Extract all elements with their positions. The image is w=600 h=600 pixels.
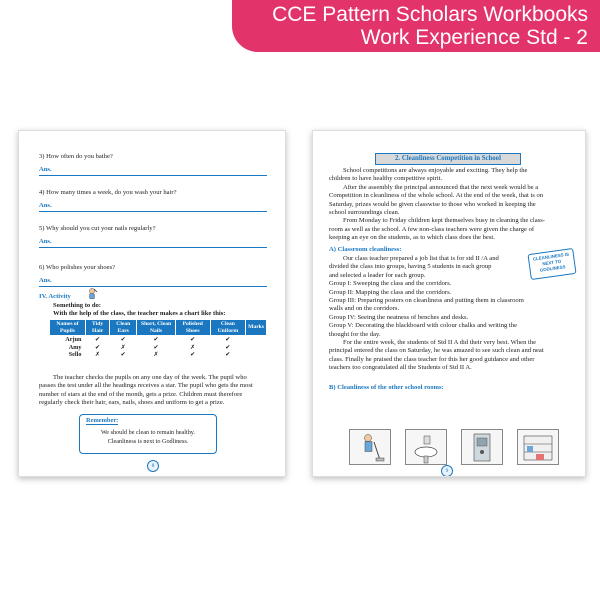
para-line: School competitions are always enjoyable and exciting. They help the — [343, 167, 528, 174]
left-page — [18, 130, 286, 477]
para-line: After the assembly the principal announced that the next week would be a — [343, 183, 539, 191]
chart-header-cell: Marks — [246, 320, 267, 336]
para-line: thought for the day. — [329, 330, 381, 338]
para-line: From Monday to Friday children kept themselves busy in cleaning the class- — [343, 217, 545, 225]
chart-mark-cell: ✔ — [120, 351, 126, 358]
chapter-title: 2. Cleanliness Competition in School — [375, 153, 521, 165]
para-line: The teacher checks the pupils on any one day of the week. The pupil who — [53, 374, 247, 381]
para-line: number of stars at the end of the month, gets a prize. Children must therefore — [39, 390, 243, 398]
activity-paragraph — [39, 374, 271, 408]
chart-row — [50, 344, 267, 352]
question-4: 4) How many times a week, do you wash your hair? — [39, 189, 177, 196]
something-to-do: Something to do: — [53, 302, 101, 309]
chart-mark-cell: ✗ — [120, 343, 126, 351]
section-b-heading: B) Cleanliness of the other school rooms: — [329, 384, 444, 391]
section-a-heading: A) Classroom cleanliness: — [329, 246, 402, 253]
chart-header-cell: Short, Clean Nails — [137, 320, 175, 336]
para-line: For the entire week, the students of Std II A did their very best. When the — [343, 339, 537, 347]
answer-line-5: Ans. — [39, 238, 267, 248]
para-line: and selected a leader for each group. — [329, 271, 426, 279]
child-combing-icon — [85, 287, 99, 301]
pupil-name: Arjun — [65, 336, 82, 343]
chart-mark-cell: ✔ — [225, 336, 231, 343]
para-line: Group II: Mapping the class and the corridors. — [329, 288, 452, 296]
para-line: walls and on the corridors. — [329, 305, 400, 313]
para-line: Saturday, prizes would be given classwise to those who worked in keeping the — [329, 200, 536, 208]
grooming-chart — [49, 319, 267, 359]
para-line: passes the test under all the headings receives a star. The pupil who gets the most — [39, 382, 253, 390]
chart-body — [50, 336, 267, 359]
answer-line-6: Ans. — [39, 277, 267, 287]
page-number-left: 8 — [147, 460, 159, 472]
para-line: Group III: Preparing posters on cleanliness and putting them in classroom — [329, 297, 524, 305]
right-page — [312, 130, 586, 477]
chart-mark-cell: ✗ — [153, 351, 159, 358]
para-line: regularly check their hair, ears, nails, shoes and uniform to get a prize. — [39, 399, 225, 407]
remember-title: Remember: — [86, 417, 119, 424]
water-cooler-icon — [462, 430, 502, 464]
chart-instruction: With the help of the class, the teacher makes a chart like this: — [53, 310, 226, 317]
chart-row — [50, 351, 267, 359]
chart-header-cell: Clean Ears — [110, 320, 137, 336]
chart-header-cell: Polished Shoes — [175, 320, 210, 336]
chart-mark-cell — [246, 351, 267, 359]
washbasin-icon — [406, 430, 446, 464]
para-line: Our class teacher prepared a job list that is for std II /A and — [343, 255, 499, 262]
title-banner — [232, 0, 600, 52]
chart-mark-cell: ✗ — [190, 343, 196, 351]
chart-mark-cell: ✔ — [225, 343, 231, 351]
para-line: room as well as the school. A few non-class teachers were given the charge of — [329, 225, 535, 233]
mopping-icon — [350, 430, 390, 464]
chart-mark-cell: ✔ — [120, 336, 126, 343]
chart-header-row — [50, 320, 267, 336]
intro-paragraph — [329, 167, 573, 243]
chart-header-cell: Clean Uniform — [210, 320, 245, 336]
answer-line-4: Ans. — [39, 202, 267, 212]
pupil-name: Sello — [68, 351, 82, 358]
para-line: principal entered the class on Saturday, he was amazed to see such clean and neat — [329, 347, 544, 355]
para-line: Group I: Sweeping the class and the corridors. — [329, 280, 452, 288]
para-line: teachers too congratulated all the Students of Std II A. — [329, 364, 472, 372]
answer-line-3: Ans. — [39, 166, 267, 176]
chart-mark-cell: ✔ — [153, 336, 159, 343]
remember-box — [79, 414, 217, 454]
activity-title: IV. Activity — [39, 293, 71, 300]
question-6: 6) Who polishes your shoes? — [39, 264, 116, 271]
washbasin-illustration — [405, 429, 447, 465]
pupil-name: Amy — [68, 343, 82, 351]
remember-line-1: We should be clean to remain healthy. — [100, 429, 196, 436]
shelf-cleaning-illustration — [517, 429, 559, 465]
chart-mark-cell: ✔ — [190, 336, 196, 343]
para-line: divided the class into groups, having 5 students in each group — [329, 263, 492, 271]
page-number-right: 9 — [441, 465, 453, 477]
para-line: Group IV: Seeing the neatness of benches and desks. — [329, 313, 469, 321]
para-line: Group V: Decorating the blackboard with colour chalks and writing the — [329, 322, 517, 330]
para-line: school surroundings clean. — [329, 209, 400, 217]
chart-header-cell: Tidy Hair — [85, 320, 109, 336]
water-cooler-illustration — [461, 429, 503, 465]
chart-mark-cell: ✔ — [95, 343, 101, 351]
cleaning-floor-illustration — [349, 429, 391, 465]
remember-line-2: Cleanliness is next to Godliness. — [107, 438, 189, 445]
chart-mark-cell: ✔ — [190, 351, 196, 358]
banner-line-1: CCE Pattern Scholars Workbooks — [272, 3, 588, 26]
shelf-icon — [518, 430, 558, 464]
chart-row — [50, 336, 267, 344]
question-3: 3) How often do you bathe? — [39, 153, 113, 160]
para-line: class. Finally he praised the class teacher for this her good guidance and other — [329, 355, 535, 363]
chart-mark-cell — [246, 336, 267, 344]
para-line: children to have healthy competitive spirit. — [329, 175, 443, 183]
banner-line-2: Work Experience Std - 2 — [360, 26, 588, 49]
chart-mark-cell: ✔ — [153, 343, 159, 351]
poster-text: CLEANLINESS IS NEXT TO GODLINESS — [532, 251, 570, 273]
chart-mark-cell: ✗ — [95, 351, 101, 358]
chart-mark-cell: ✔ — [225, 351, 231, 358]
chart-header-cell: Names of Pupils — [50, 320, 86, 336]
chart-mark-cell: ✔ — [95, 336, 101, 343]
chart-mark-cell — [246, 344, 267, 352]
para-line: keeping an eye on the students, as to which class does the best. — [329, 234, 495, 242]
question-5: 5) Why should you cut your nails regularly? — [39, 225, 156, 232]
para-line: Competition in cleanliness of the whole school. At the end of the week, that is on — [329, 192, 544, 200]
